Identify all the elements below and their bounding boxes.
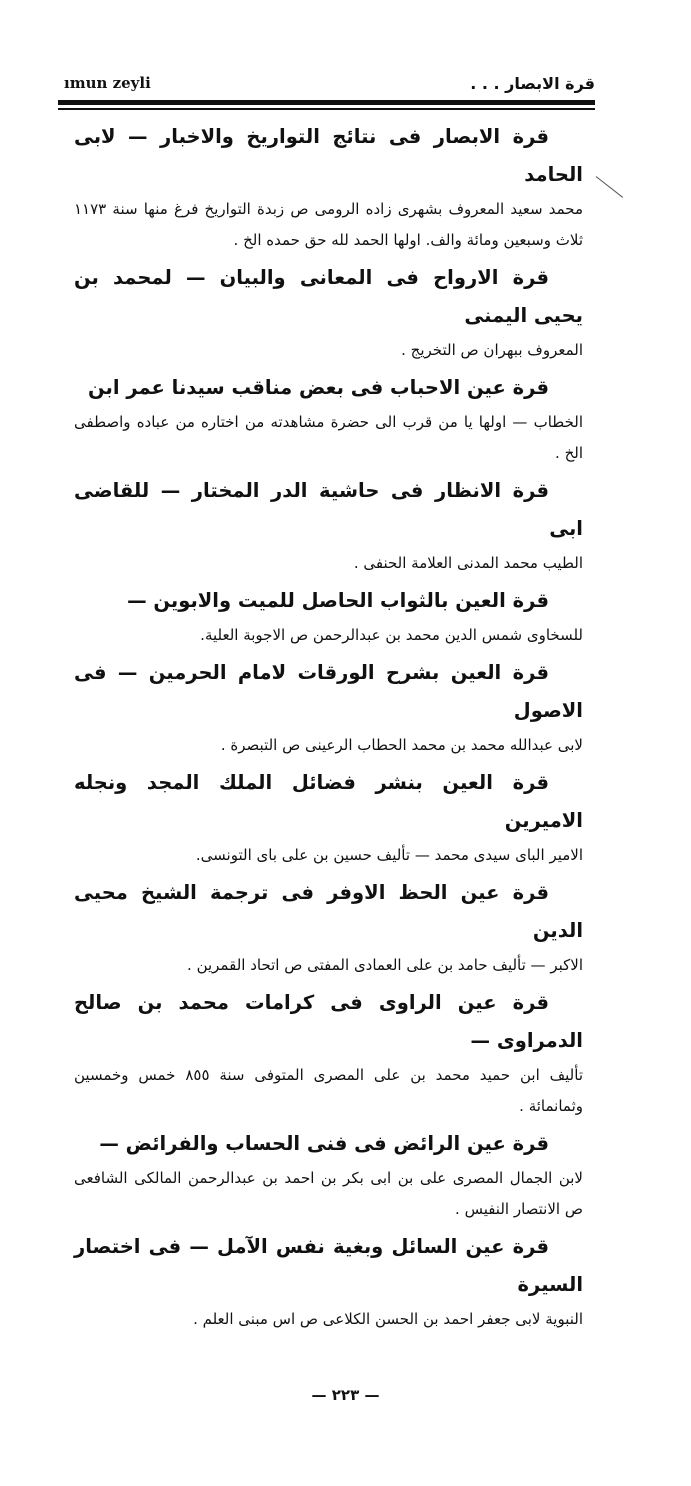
- entry: [74, 1125, 583, 1225]
- entry: [74, 118, 583, 256]
- entry-title: قرة عين الاحباب فى بعض مناقب سيدنا عمر ابن: [87, 376, 549, 399]
- entry: [74, 984, 583, 1122]
- entry-title: قرة عين الراوى فى كرامات محمد بن صالح الدمراوى —: [74, 991, 583, 1052]
- entry-title: قرة عين الرائض فى فنى الحساب والفرائض —: [99, 1132, 549, 1155]
- entry-description: النبوية لابى جعفر احمد بن الحسن الكلاعى ص اس مبنى العلم .: [193, 1310, 583, 1328]
- running-head-left: ımun zeyli: [64, 74, 151, 92]
- entry-description: محمد سعيد المعروف بشهرى زاده الرومى ص زبدة التواريخ فرغ منها سنة ١١٧٣ ثلاث وسبعين ومائة والف. اولها الحمد لله حق حمده الخ .: [74, 200, 583, 249]
- entry: [74, 472, 583, 579]
- entry-description: لابى عبدالله محمد بن محمد الحطاب الرعينى ص التبصرة .: [220, 736, 583, 754]
- entry-list: [74, 118, 583, 1338]
- entry-title: قرة العين بشرح الورقات لامام الحرمين — فى الاصول: [74, 661, 583, 722]
- entry: [74, 1228, 583, 1335]
- entry-title: قرة العين بنشر فضائل الملك المجد ونجله الاميرين: [74, 771, 583, 832]
- stray-pencil-mark: [596, 176, 623, 198]
- header-rule-thin: [58, 108, 595, 110]
- running-head: [64, 70, 595, 96]
- entry: [74, 764, 583, 871]
- entry: [74, 874, 583, 981]
- entry-title: قرة عين الحظ الاوفر فى ترجمة الشيخ محيى الدين: [74, 881, 583, 942]
- entry-description: الامير الباى سيدى محمد — تأليف حسين بن على باى التونسى.: [195, 846, 583, 864]
- entry-description: تأليف ابن حميد محمد بن على المصرى المتوفى سنة ٨٥٥ خمس وخمسين وثمانمائة .: [74, 1066, 583, 1115]
- page-number: — ٢٢٣ —: [311, 1386, 380, 1404]
- entry: [74, 369, 583, 469]
- entry-description: للسخاوى شمس الدين محمد بن عبدالرحمن ص الاجوبة العلية.: [200, 626, 583, 644]
- entry-title: قرة عين السائل وبغية نفس الآمل — فى اختصار السيرة: [74, 1235, 583, 1296]
- entry: [74, 582, 583, 651]
- entry: [74, 259, 583, 366]
- entry: [74, 654, 583, 761]
- entry-description: المعروف ببهران ص التخريج .: [401, 341, 583, 359]
- entry-title: قرة الانظار فى حاشية الدر المختار — للقاضى ابى: [74, 479, 583, 540]
- entry-description: الاكبر — تأليف حامد بن على العمادى المفتى ص اتحاد القمرين .: [187, 956, 583, 974]
- entry-description: الخطاب — اولها يا من قرب الى حضرة مشاهدته من اختاره من عباده واصطفى الخ .: [74, 413, 583, 462]
- entry-description: الطيب محمد المدنى العلامة الحنفى .: [353, 554, 583, 572]
- running-head-right: قرة الابصار . . .: [470, 73, 595, 93]
- header-rule-thick: [58, 100, 595, 105]
- entry-title: قرة العين بالثواب الحاصل للميت والابوين —: [127, 589, 549, 612]
- entry-title: قرة الارواح فى المعانى والبيان — لمحمد بن يحيى اليمنى: [74, 266, 583, 327]
- entry-description: لابن الجمال المصرى على بن ابى بكر بن احمد بن عبدالرحمن المالكى الشافعى ص الانتصار النفيس .: [74, 1169, 583, 1218]
- entry-title: قرة الابصار فى نتائج التواريخ والاخبار — لابى الحامد: [74, 125, 583, 186]
